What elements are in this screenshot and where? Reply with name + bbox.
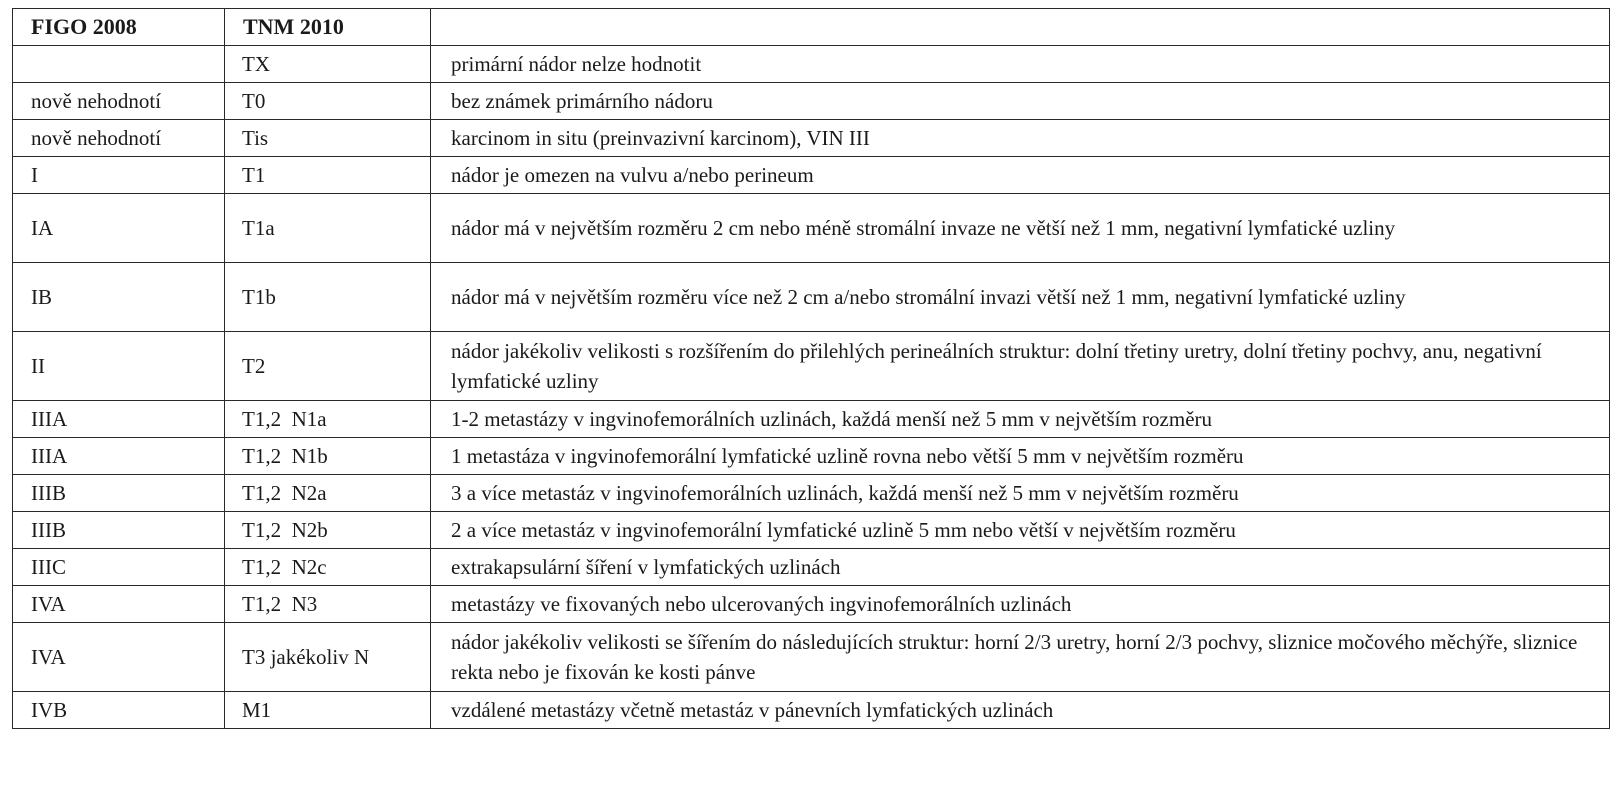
tnm-cell: T0 — [225, 83, 431, 120]
header-tnm: TNM 2010 — [225, 9, 431, 46]
figo-cell: nově nehodnotí — [13, 83, 225, 120]
description-cell: nádor má v největším rozměru více než 2 cm a/nebo stromální invazi větší než 1 mm, negativní lymfatické uzliny — [431, 263, 1610, 332]
description-cell: 3 a více metastáz v ingvinofemorálních uzlinách, každá menší než 5 mm v největším rozměru — [431, 475, 1610, 512]
tnm-cell: T1,2 N1a — [225, 401, 431, 438]
figo-cell — [13, 46, 225, 83]
tnm-cell: T1b — [225, 263, 431, 332]
tnm-cell: T1,2 N2c — [225, 549, 431, 586]
header-description — [431, 9, 1610, 46]
tnm-cell: T1a — [225, 194, 431, 263]
description-cell: 2 a více metastáz v ingvinofemorální lymfatické uzlině 5 mm nebo větší v největším rozměru — [431, 512, 1610, 549]
table-row — [13, 586, 1610, 623]
table-row — [13, 692, 1610, 729]
table-row — [13, 512, 1610, 549]
tnm-cell: TX — [225, 46, 431, 83]
table-row — [13, 332, 1610, 401]
figo-cell: IIIB — [13, 512, 225, 549]
table-row — [13, 401, 1610, 438]
figo-cell: IIIC — [13, 549, 225, 586]
figo-cell: IA — [13, 194, 225, 263]
tnm-cell: T1,2 N2b — [225, 512, 431, 549]
description-cell: extrakapsulární šíření v lymfatických uzlinách — [431, 549, 1610, 586]
description-cell: nádor má v největším rozměru 2 cm nebo méně stromální invaze ne větší než 1 mm, negativní lymfatické uzliny — [431, 194, 1610, 263]
description-cell: primární nádor nelze hodnotit — [431, 46, 1610, 83]
tnm-cell: T3 jakékoliv N — [225, 623, 431, 692]
figo-cell: I — [13, 157, 225, 194]
table-row — [13, 623, 1610, 692]
figo-cell: IVA — [13, 586, 225, 623]
table-row — [13, 475, 1610, 512]
header-figo: FIGO 2008 — [13, 9, 225, 46]
tnm-cell: T1 — [225, 157, 431, 194]
table-row — [13, 83, 1610, 120]
tnm-cell: M1 — [225, 692, 431, 729]
staging-table — [12, 8, 1610, 729]
figo-cell: IIIA — [13, 438, 225, 475]
header-row — [13, 9, 1610, 46]
description-cell: vzdálené metastázy včetně metastáz v pánevních lymfatických uzlinách — [431, 692, 1610, 729]
table-row — [13, 194, 1610, 263]
description-cell: 1-2 metastázy v ingvinofemorálních uzlinách, každá menší než 5 mm v největším rozměru — [431, 401, 1610, 438]
table-row — [13, 157, 1610, 194]
description-cell: metastázy ve fixovaných nebo ulcerovaných ingvinofemorálních uzlinách — [431, 586, 1610, 623]
description-cell: karcinom in situ (preinvazivní karcinom), VIN III — [431, 120, 1610, 157]
description-cell: nádor je omezen na vulvu a/nebo perineum — [431, 157, 1610, 194]
table-row — [13, 438, 1610, 475]
table-body — [13, 46, 1610, 729]
table-row — [13, 120, 1610, 157]
tnm-cell: T1,2 N2a — [225, 475, 431, 512]
table-row — [13, 46, 1610, 83]
figo-cell: nově nehodnotí — [13, 120, 225, 157]
figo-cell: IIIB — [13, 475, 225, 512]
table-row — [13, 263, 1610, 332]
description-cell: 1 metastáza v ingvinofemorální lymfatické uzlině rovna nebo větší 5 mm v největším rozměru — [431, 438, 1610, 475]
description-cell: bez známek primárního nádoru — [431, 83, 1610, 120]
figo-cell: II — [13, 332, 225, 401]
tnm-cell: T2 — [225, 332, 431, 401]
table-row — [13, 549, 1610, 586]
tnm-cell: Tis — [225, 120, 431, 157]
figo-cell: IVA — [13, 623, 225, 692]
tnm-cell: T1,2 N3 — [225, 586, 431, 623]
tnm-cell: T1,2 N1b — [225, 438, 431, 475]
description-cell: nádor jakékoliv velikosti s rozšířením do přilehlých perineálních struktur: dolní třetiny uretry, dolní třetiny pochvy, anu, negativní lymfatické uzliny — [431, 332, 1610, 401]
figo-cell: IVB — [13, 692, 225, 729]
description-cell: nádor jakékoliv velikosti se šířením do následujících struktur: horní 2/3 uretry, horní 2/3 pochvy, sliznice močového měchýře, sliznice rekta nebo je fixován ke kosti pánve — [431, 623, 1610, 692]
figo-cell: IB — [13, 263, 225, 332]
figo-cell: IIIA — [13, 401, 225, 438]
staging-table-container — [12, 8, 1610, 729]
